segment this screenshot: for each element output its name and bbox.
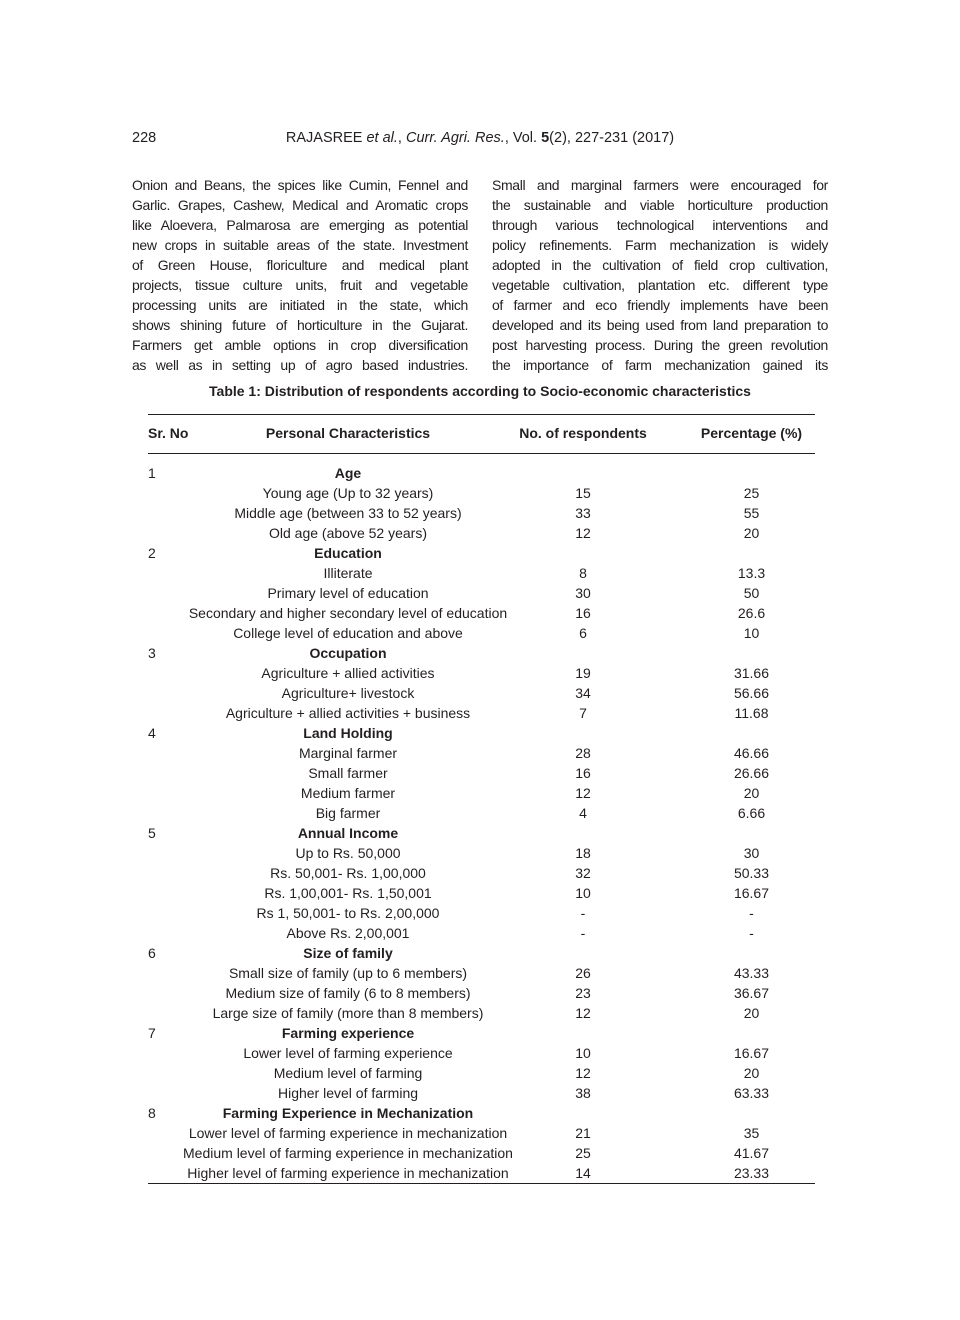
characteristic: Agriculture+ livestock xyxy=(281,685,415,701)
table-row xyxy=(148,583,815,603)
text-line: vegetable cultivation, plantation etc. different type xyxy=(492,277,828,293)
characteristic: Above Rs. 2,00,001 xyxy=(286,925,410,941)
text-line: policy refinements. Farm mechanization is widely xyxy=(492,237,828,253)
percentage: 56.66 xyxy=(733,685,770,701)
table-row xyxy=(148,783,815,803)
group-row xyxy=(148,723,815,743)
table-row xyxy=(148,863,815,883)
percentage: 6.66 xyxy=(737,805,766,821)
characteristic: Secondary and higher secondary level of education xyxy=(188,605,508,621)
respondents-count: 26 xyxy=(575,965,591,981)
respondents-count: - xyxy=(580,905,586,921)
table-row xyxy=(148,743,815,763)
table-header-rule xyxy=(148,453,815,454)
table-row xyxy=(148,603,815,623)
text-line: shows shining future of horticulture in the Gujarat. xyxy=(132,317,468,333)
sr-no: 7 xyxy=(148,1025,156,1041)
table-row xyxy=(148,563,815,583)
respondents-count: 23 xyxy=(575,985,591,1001)
table-row xyxy=(148,1063,815,1083)
table-top-rule xyxy=(148,414,815,415)
percentage: 10 xyxy=(743,625,760,641)
sr-no: 1 xyxy=(148,465,156,481)
characteristic: Medium level of farming xyxy=(273,1065,423,1081)
characteristic: Rs 1, 50,001- to Rs. 2,00,000 xyxy=(256,905,440,921)
header-sr-no: Sr. No xyxy=(148,425,189,441)
percentage: 63.33 xyxy=(733,1085,770,1101)
characteristic: Rs. 50,001- Rs. 1,00,000 xyxy=(270,865,426,881)
text-line: like Aloevera, Palmarosa are emerging as potential xyxy=(132,217,468,233)
characteristic: Agriculture + allied activities xyxy=(261,665,435,681)
header-percentage: Percentage (%) xyxy=(700,425,803,441)
characteristic: Small size of family (up to 6 members) xyxy=(228,965,468,981)
text-line: Farmers get amble options in crop diversification xyxy=(132,337,468,353)
characteristic: Higher level of farming xyxy=(277,1085,419,1101)
percentage: 55 xyxy=(743,505,760,521)
percentage: 16.67 xyxy=(733,1045,770,1061)
text-line: Onion and Beans, the spices like Cumin, Fennel and xyxy=(132,177,468,193)
respondents-count: 6 xyxy=(579,625,587,641)
respondents-count: 34 xyxy=(575,685,591,701)
percentage: 50.33 xyxy=(733,865,770,881)
group-title: Occupation xyxy=(309,645,387,661)
table-row xyxy=(148,1163,815,1183)
respondents-count: 10 xyxy=(575,885,591,901)
respondents-count: 38 xyxy=(575,1085,591,1101)
table-row xyxy=(148,963,815,983)
table-caption: Table 1: Distribution of respondents according to Socio-economic characteristics xyxy=(209,383,751,399)
table-row xyxy=(148,703,815,723)
table-row xyxy=(148,483,815,503)
percentage: 26.6 xyxy=(737,605,766,621)
respondents-count: 10 xyxy=(575,1045,591,1061)
table-row xyxy=(148,763,815,783)
table-row xyxy=(148,923,815,943)
percentage: 26.66 xyxy=(733,765,770,781)
table-row xyxy=(148,883,815,903)
text-line: through various technological interventions and xyxy=(492,217,828,233)
table-row xyxy=(148,523,815,543)
percentage: 50 xyxy=(743,585,760,601)
respondents-count: 16 xyxy=(575,765,591,781)
group-title: Farming Experience in Mechanization xyxy=(222,1105,474,1121)
text-line: Garlic. Grapes, Cashew, Medical and Aromatic crops xyxy=(132,197,468,213)
group-title: Land Holding xyxy=(303,725,393,741)
group-row xyxy=(148,1023,815,1043)
header-respondents: No. of respondents xyxy=(519,425,647,441)
text-line: as well as in setting up of agro based industries. xyxy=(132,357,468,373)
percentage: 35 xyxy=(743,1125,760,1141)
group-row xyxy=(148,463,815,483)
respondents-count: 12 xyxy=(575,525,591,541)
table-row xyxy=(148,803,815,823)
respondents-count: 15 xyxy=(575,485,591,501)
table-row xyxy=(148,983,815,1003)
respondents-count: 25 xyxy=(575,1145,591,1161)
characteristic: Large size of family (more than 8 members) xyxy=(212,1005,484,1021)
percentage: 20 xyxy=(743,525,760,541)
characteristic: Higher level of farming experience in mechanization xyxy=(187,1165,509,1181)
volume: 5 xyxy=(541,130,550,146)
characteristic: Medium size of family (6 to 8 members) xyxy=(225,985,471,1001)
page-number: 228 xyxy=(132,130,157,146)
respondents-count: 16 xyxy=(575,605,591,621)
text-line: Small and marginal farmers were encouraged for xyxy=(492,177,828,193)
characteristic: Medium level of farming experience in mechanization xyxy=(183,1145,513,1161)
respondents-count: 33 xyxy=(575,505,591,521)
characteristic: Agriculture + allied activities + business xyxy=(225,705,471,721)
table-header-row xyxy=(148,423,815,443)
group-row xyxy=(148,943,815,963)
header-characteristics: Personal Characteristics xyxy=(265,425,431,441)
characteristic: Marginal farmer xyxy=(298,745,398,761)
text-line: new crops in suitable areas of the state. Investment xyxy=(132,237,468,253)
running-header: RAJASREE et al., Curr. Agri. Res., Vol. 5(2), 227-231 (2017) xyxy=(285,130,675,146)
percentage: 20 xyxy=(743,1065,760,1081)
group-row xyxy=(148,1103,815,1123)
percentage: 20 xyxy=(743,785,760,801)
table-row xyxy=(148,1003,815,1023)
percentage: 25 xyxy=(743,485,760,501)
et-al: et al. xyxy=(366,130,398,146)
table-row xyxy=(148,623,815,643)
group-row xyxy=(148,543,815,563)
characteristic: Small farmer xyxy=(308,765,388,781)
text-line: of farmer and eco friendly implements have been xyxy=(492,297,828,313)
respondents-count: - xyxy=(580,925,586,941)
author: RAJASREE xyxy=(285,130,363,146)
text-line: the sustainable and viable horticulture production xyxy=(492,197,828,213)
characteristic: Middle age (between 33 to 52 years) xyxy=(234,505,462,521)
text-line: post harvesting process. During the green revolution xyxy=(492,337,828,353)
characteristic: Big farmer xyxy=(315,805,381,821)
respondents-count: 28 xyxy=(575,745,591,761)
characteristic: Up to Rs. 50,000 xyxy=(295,845,401,861)
characteristic: Rs. 1,00,001- Rs. 1,50,001 xyxy=(264,885,432,901)
socio-economic-table xyxy=(148,423,815,1181)
table-row xyxy=(148,843,815,863)
table-row xyxy=(148,1143,815,1163)
respondents-count: 12 xyxy=(575,1005,591,1021)
table-row xyxy=(148,683,815,703)
percentage: 16.67 xyxy=(733,885,770,901)
percentage: - xyxy=(749,905,754,921)
percentage: 31.66 xyxy=(733,665,770,681)
respondents-count: 21 xyxy=(575,1125,591,1141)
group-title: Annual Income xyxy=(297,825,399,841)
sr-no: 4 xyxy=(148,725,156,741)
table-row xyxy=(148,1123,815,1143)
characteristic: Lower level of farming experience xyxy=(243,1045,453,1061)
text-line: of Green House, floriculture and medical plant xyxy=(132,257,468,273)
respondents-count: 12 xyxy=(575,1065,591,1081)
sr-no: 5 xyxy=(148,825,156,841)
sr-no: 6 xyxy=(148,945,156,961)
characteristic: Medium farmer xyxy=(300,785,396,801)
respondents-count: 8 xyxy=(579,565,587,581)
group-title: Education xyxy=(314,545,382,561)
vol-prefix: Vol. xyxy=(512,130,538,146)
text-line: developed and its being used from land preparation to xyxy=(492,317,828,333)
characteristic: Young age (Up to 32 years) xyxy=(262,485,434,501)
issue-pages-year: (2), 227-231 (2017) xyxy=(549,130,675,146)
characteristic: Illiterate xyxy=(323,565,373,581)
percentage: 30 xyxy=(743,845,760,861)
respondents-count: 7 xyxy=(579,705,587,721)
characteristic: Primary level of education xyxy=(267,585,429,601)
characteristic: College level of education and above xyxy=(233,625,463,641)
percentage: 46.66 xyxy=(733,745,770,761)
respondents-count: 30 xyxy=(575,585,591,601)
sr-no: 2 xyxy=(148,545,156,561)
table-bottom-rule xyxy=(148,1183,815,1184)
text-line: processing units are initiated in the state, which xyxy=(132,297,468,313)
sr-no: 3 xyxy=(148,645,156,661)
group-row xyxy=(148,643,815,663)
left-column-text xyxy=(132,175,468,375)
percentage: 13.3 xyxy=(737,565,766,581)
table-row xyxy=(148,503,815,523)
percentage: 11.68 xyxy=(734,705,769,721)
group-title: Size of family xyxy=(303,945,393,961)
percentage: 43.33 xyxy=(733,965,770,981)
text-line: projects, tissue culture units, fruit and vegetable xyxy=(132,277,468,293)
percentage: 23.33 xyxy=(733,1165,770,1181)
group-title: Age xyxy=(334,465,362,481)
text-line: the importance of farm mechanization gained its xyxy=(492,357,828,373)
percentage: 41.67 xyxy=(733,1145,770,1161)
respondents-count: 18 xyxy=(575,845,591,861)
percentage: 36.67 xyxy=(733,985,770,1001)
text-line: adopted in the cultivation of field crop cultivation, xyxy=(492,257,828,273)
respondents-count: 19 xyxy=(575,665,591,681)
table-row xyxy=(148,903,815,923)
table-row xyxy=(148,1043,815,1063)
respondents-count: 4 xyxy=(579,805,587,821)
journal-name: Curr. Agri. Res. xyxy=(405,130,505,146)
table-row xyxy=(148,1083,815,1103)
respondents-count: 14 xyxy=(575,1165,591,1181)
characteristic: Lower level of farming experience in mechanization xyxy=(188,1125,508,1141)
right-column-text xyxy=(492,175,828,375)
respondents-count: 32 xyxy=(575,865,591,881)
characteristic: Old age (above 52 years) xyxy=(269,525,427,541)
group-row xyxy=(148,823,815,843)
group-title: Farming experience xyxy=(281,1025,415,1041)
table-row xyxy=(148,663,815,683)
table-body xyxy=(148,463,815,1183)
percentage: - xyxy=(749,925,754,941)
respondents-count: 12 xyxy=(575,785,591,801)
sr-no: 8 xyxy=(148,1105,156,1121)
percentage: 20 xyxy=(743,1005,760,1021)
